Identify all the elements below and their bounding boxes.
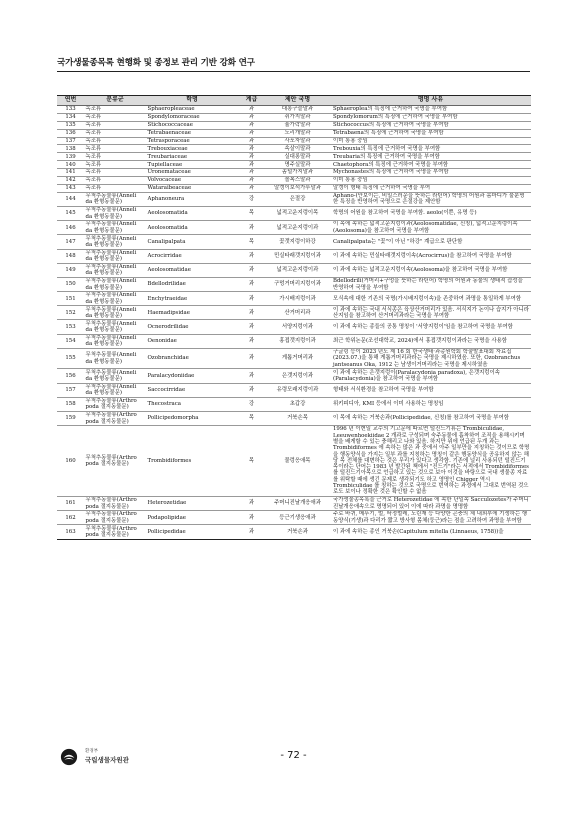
rank: 과 [238, 177, 265, 185]
row-number: 152 [57, 306, 84, 320]
rank: 과 [238, 511, 265, 525]
naming-reason: 형태와 서식환경을 참고하여 국명을 부여함 [330, 383, 531, 397]
header-rule [57, 71, 530, 72]
rank: 목 [238, 206, 265, 220]
table-row [57, 137, 531, 145]
table-row [57, 129, 531, 137]
column-header: 분류군 [84, 96, 146, 106]
proposed-korean-name: 초갑강 [265, 397, 330, 411]
rank: 과 [238, 320, 265, 334]
column-header: 학명 [146, 96, 238, 106]
rank: 과 [238, 113, 265, 121]
row-number: 159 [57, 411, 84, 425]
taxon-group: 무척추동물류(Arthro poda 절지동물문) [84, 426, 146, 497]
naming-reason: Spondylomorum의 특징에 근거하여 국명을 부여함 [330, 113, 531, 121]
scientific-name: Treubariaceae [146, 153, 238, 161]
proposed-korean-name: 등근기생응애과 [265, 511, 330, 525]
rank: 과 [238, 106, 265, 114]
table-row [57, 235, 531, 249]
taxon-group: 무척추동물류(Arthro poda 절지동물문) [84, 525, 146, 539]
naming-reason: 이 과에 속하는 종들의 공통 명칭이 '서양지렁이'임을 참고하여 국명을 부여함 [330, 320, 531, 334]
taxon-group: 무척추동물류(Anneli da 환형동물문) [84, 263, 146, 277]
row-number: 137 [57, 137, 84, 145]
scientific-name: Aeolosomatida [146, 221, 238, 235]
row-number: 139 [57, 153, 84, 161]
row-number: 156 [57, 369, 84, 383]
scientific-name: Pollicipedomorpha [146, 411, 238, 425]
scientific-name: Stichococcaceae [146, 121, 238, 129]
table-row [57, 161, 531, 169]
naming-reason: Aphano-(안보이는, 비밀스러운을 뜻하는 라틴어) 학명의 어원과 몸마디가 불분명한 특징을 반영하여 국명으로 은절강을 제안함 [330, 192, 531, 206]
table-row [57, 221, 531, 235]
taxon-group: 무척추동물류(Anneli da 환형동물문) [84, 334, 146, 348]
naming-reason: 구글링 등이 2023 년도 제 16 회 한국생태·과총원학회 학술발표대회 자료집(2023.07.)을 통해 게톱거머리과라는 국명을 제시하였음. 또한, Ozobranchus jantseanus Oka, 1912 는 남생이거머리라는 국명을 제시하였음 [330, 348, 531, 368]
table-row [57, 348, 531, 368]
rank: 과 [238, 184, 265, 192]
proposed-korean-name: 알갱이보석가루말과 [265, 184, 330, 192]
taxon-group: 녹조류 [84, 177, 146, 185]
naming-reason: Sphaeroplea의 특징에 근거하여 국명을 부여함 [330, 106, 531, 114]
rank: 과 [238, 249, 265, 263]
rank: 과 [238, 161, 265, 169]
naming-reason: 이미 통용 중임 [330, 137, 531, 145]
table-row [57, 426, 531, 497]
table-row [57, 334, 531, 348]
scientific-name: Podapolipidae [146, 511, 238, 525]
scientific-name: Bdellodrilidae [146, 277, 238, 291]
naming-reason: 학명의 어원을 참고하여 국명을 부여함. aeolo(이쁜, 유명 등) [330, 206, 531, 220]
rank: 과 [238, 306, 265, 320]
naming-reason: 이미 통용 중임 [330, 177, 531, 185]
scientific-name: Tupiellaceae [146, 161, 238, 169]
scientific-name: Heterozetidae [146, 496, 238, 510]
row-number: 141 [57, 169, 84, 177]
rank: 과 [238, 221, 265, 235]
table-row [57, 496, 531, 510]
naming-reason: 이 과에 속하는 넓적고운지렁이속(Aeolosoma)을 참고하여 국명을 부여함 [330, 263, 531, 277]
proposed-korean-name: 유령모래지렁이과 [265, 383, 330, 397]
row-number: 146 [57, 221, 84, 235]
scientific-name: Saccocirridae [146, 383, 238, 397]
proposed-korean-name: 게톱거머리과 [265, 348, 330, 368]
proposed-korean-name: 거북손과 [265, 525, 330, 539]
proposed-korean-name: 은절강 [265, 192, 330, 206]
proposed-korean-name: 명주실말과 [265, 161, 330, 169]
naming-reason: 주로 바퀴, 메뚜기, 벌, 딱정벌레, 노린재 등 다양한 곤충의 체 내외부에 기생하는 행동양식(기생)과 다리가 짧고 방사형 몸체(둥근)라는 점을 고려하여 과명을 부여함 [330, 511, 531, 525]
rank: 과 [238, 277, 265, 291]
table-row [57, 525, 531, 539]
proposed-korean-name: 홍접갯지렁이과 [265, 334, 330, 348]
taxon-group: 무척추동물류(Anneli da 환형동물문) [84, 292, 146, 306]
scientific-name: Enchytraeidae [146, 292, 238, 306]
taxon-group: 녹조류 [84, 145, 146, 153]
rank: 강 [238, 397, 265, 411]
table-row [57, 249, 531, 263]
table-row [57, 206, 531, 220]
row-number: 135 [57, 121, 84, 129]
proposed-korean-name: 서양지렁이과 [265, 320, 330, 334]
scientific-name: Tetrasporaceae [146, 137, 238, 145]
taxon-group: 무척추동물류(Arthro poda 절지동물문) [84, 411, 146, 425]
naming-reason: 이 과에 속하는 종인 거북손(Capitulum mitella (Linnaeus, 1758))을 [330, 525, 531, 539]
ministry-label: 환경부 [85, 749, 99, 754]
row-number: 134 [57, 113, 84, 121]
taxon-group: 무척추동물류(Anneli da 환형동물문) [84, 249, 146, 263]
table-row [57, 383, 531, 397]
proposed-korean-name: 넓적고운지렁이과 [265, 221, 330, 235]
scientific-name: Sphaeropleaceae [146, 106, 238, 114]
row-number: 151 [57, 292, 84, 306]
scientific-name: Trombidiformes [146, 426, 238, 497]
row-number: 143 [57, 184, 84, 192]
rank: 과 [238, 292, 265, 306]
table-row [57, 397, 531, 411]
table-row [57, 277, 531, 291]
taxon-group: 녹조류 [84, 169, 146, 177]
row-number: 163 [57, 525, 84, 539]
naming-reason: 1996 년 이현일 교수의 기고문에 따르면 털진드기류는 Trombiculidae, Leeuwenhoekiidae 2 개과로 구성되며 숙주동물에 흡착하여 조직을 용해시키며 별을 배게할 수 있는 충해리고 나와 있음. 하지만 위에 언급된 두개 과는 Trombidiformes 에 속하는 많은 과 중에서 아주 일부만을 지칭하는 것이므로 학명을 행동양식을 가지는 일부 과를 지칭하는 명칭이 같은 행동양식을 공유하지 않는 해당 목 전체를 대변하는 것은 무리가 있다고 생각함. 기존에 널리 사용되던 털진드기목이라는 단어는 1983 년 발간된 책에서 "진드기"라는 서적에서 Trombidiformes 를 털진드기아목으로 언급하고 있는 것으로 보아 이것을 바탕으로 국내 생물종 자료를 위탁할 때에 생긴 문제로 생각되기도 하고 영명인 Chigger 역시 Trombiculidae 를 칭하는 것으로 국명으로 번역하는 과정에서 그대로 번역된 것으로도 보이나 정확한 것은 확인할 수 없음 [330, 426, 531, 497]
page-header: 국가생물종목록 현행화 및 종정보 관리 기반 강화 연구 [57, 58, 255, 68]
taxon-group: 무척추동물류(Anneli da 환형동물문) [84, 306, 146, 320]
taxon-group: 녹조류 [84, 137, 146, 145]
proposed-korean-name: 볼복스말과 [265, 177, 330, 185]
table-row [57, 292, 531, 306]
table-row [57, 121, 531, 129]
rank: 과 [238, 153, 265, 161]
rank: 과 [238, 121, 265, 129]
proposed-korean-name: 넓적고운지렁이과 [265, 263, 330, 277]
proposed-korean-name: 민실타래갯지렁이과 [265, 249, 330, 263]
taxon-group: 무척추동물류(Anneli da 환형동물문) [84, 277, 146, 291]
naming-reason: 이 목에 속하는 거북손과(Pollicipedidae, 신칭)를 참고하여 국명을 부여함 [330, 411, 531, 425]
naming-reason: 이 과에 속하는 국내 서식종은 육상산거머리가 있음. 서식지가 논이나 습지가 아니라 산지임을 참고하여 산거머리과라는 국명을 부여함 [330, 306, 531, 320]
rank: 과 [238, 129, 265, 137]
page-number: - 72 - [280, 750, 307, 761]
rank: 과 [238, 145, 265, 153]
row-number: 158 [57, 397, 84, 411]
proposed-korean-name: 실대롱말과 [265, 153, 330, 161]
naming-reason: Stichococcus의 특징에 근거하여 국명을 부여함 [330, 121, 531, 129]
taxon-group: 무척추동물류(Anneli da 환형동물문) [84, 206, 146, 220]
rank: 목 [238, 235, 265, 249]
naming-reason: Bdellodrili(거머리+구멍을 뜻하는 라틴어) 학명의 어원과 동물의 생태적 습성을 반영하여 국명을 부여함 [330, 277, 531, 291]
row-number: 154 [57, 334, 84, 348]
row-number: 160 [57, 426, 84, 497]
proposed-korean-name: 사포자말과 [265, 137, 330, 145]
taxon-group: 무척추동물류(Arthro poda 절지동물문) [84, 397, 146, 411]
table-body [57, 106, 531, 540]
scientific-name: Trebouxiaceae [146, 145, 238, 153]
proposed-korean-name: 꽃갯지렁이하강 [265, 235, 330, 249]
proposed-korean-name: 대롱구슬말과 [265, 106, 330, 114]
table-row [57, 169, 531, 177]
scientific-name: Canalipalpata [146, 235, 238, 249]
proposed-korean-name: 가시배지렁이과 [265, 292, 330, 306]
table-row [57, 113, 531, 121]
row-number: 140 [57, 161, 84, 169]
row-number: 136 [57, 129, 84, 137]
taxon-group: 무척추동물류(Anneli da 환형동물문) [84, 221, 146, 235]
naming-reason: 위키피디아, KMI 등에서 이미 사용하는 명칭임 [330, 397, 531, 411]
scientific-name: Acrocirridae [146, 249, 238, 263]
row-number: 162 [57, 511, 84, 525]
proposed-korean-name: 주머니진날개응애과 [265, 496, 330, 510]
rank: 과 [238, 525, 265, 539]
row-number: 153 [57, 320, 84, 334]
taxon-group: 무척추동물류(Anneli da 환형동물문) [84, 383, 146, 397]
column-header: 명명 사유 [330, 96, 531, 106]
proposed-korean-name: 은갯지렁이과 [265, 369, 330, 383]
row-number: 148 [57, 249, 84, 263]
rank: 과 [238, 369, 265, 383]
taxon-group: 녹조류 [84, 153, 146, 161]
taxon-group: 녹조류 [84, 121, 146, 129]
naming-reason: 알갱이 형태 특징에 근거하여 국명을 부여 [330, 184, 531, 192]
table-row [57, 153, 531, 161]
scientific-name: Haemadipsidae [146, 306, 238, 320]
taxon-group: 무척추동물류(Arthro poda 절지동물문) [84, 511, 146, 525]
scientific-name: Thecostraca [146, 397, 238, 411]
taxon-group: 녹조류 [84, 161, 146, 169]
proposed-korean-name: 구멍거머리지렁이과 [265, 277, 330, 291]
naming-reason: Mychonastes의 특징에 근거하여 국명을 부여함 [330, 169, 531, 177]
naming-reason: Tetrabaena의 특징에 근거하여 국명을 부여함 [330, 129, 531, 137]
column-header: 제안 국명 [265, 96, 330, 106]
table-row [57, 145, 531, 153]
taxon-group: 무척추동물류(Arthro poda 절지동물문) [84, 496, 146, 510]
row-number: 147 [57, 235, 84, 249]
proposed-korean-name: 넓적고운지렁이목 [265, 206, 330, 220]
row-number: 133 [57, 106, 84, 114]
rank: 과 [238, 383, 265, 397]
table-row [57, 369, 531, 383]
scientific-name: Aphanoneura [146, 192, 238, 206]
taxon-group: 녹조류 [84, 184, 146, 192]
column-header: 계급 [238, 96, 265, 106]
scientific-name: Aeolosomatidae [146, 263, 238, 277]
row-number: 155 [57, 348, 84, 368]
table-row [57, 106, 531, 114]
row-number: 161 [57, 496, 84, 510]
proposed-korean-name: 쥐가지말과 [265, 113, 330, 121]
taxon-group: 녹조류 [84, 129, 146, 137]
taxon-group: 무척추동물류(Anneli da 환형동물문) [84, 192, 146, 206]
proposed-korean-name: 좀털가지말과 [265, 169, 330, 177]
naming-reason: 이 과에 속하는 민실타래갯지렁이속(Acrocirrus)을 참고하여 국명을 부여함 [330, 249, 531, 263]
rank: 강 [238, 192, 265, 206]
proposed-korean-name: 속살이말과 [265, 145, 330, 153]
rank: 과 [238, 348, 265, 368]
table-row [57, 511, 531, 525]
table-row [57, 177, 531, 185]
taxon-group: 무척추동물류(Anneli da 환형동물문) [84, 235, 146, 249]
column-header: 연번 [57, 96, 84, 106]
naming-reason: Canalipalpata는 "꽃"이 아닌 "하강" 계급으로 판단함 [330, 235, 531, 249]
scientific-name: Aeolosomatida [146, 206, 238, 220]
scientific-name: Ozobranchidae [146, 348, 238, 368]
rank: 과 [238, 137, 265, 145]
row-number: 138 [57, 145, 84, 153]
table-row [57, 263, 531, 277]
table-row [57, 306, 531, 320]
rank: 목 [238, 426, 265, 497]
naming-reason: 이 과에 속하는 은갯지렁이(Paralacydonia paradoxa), 은갯지렁이속(Paralacydonia)을 참고하여 국명을 부여함 [330, 369, 531, 383]
proposed-korean-name: 거북손목 [265, 411, 330, 425]
proposed-korean-name: 노리개말과 [265, 129, 330, 137]
naming-reason: Treubaria의 특징에 근거하여 국명을 부여함 [330, 153, 531, 161]
taxon-group: 녹조류 [84, 106, 146, 114]
rank: 과 [238, 496, 265, 510]
rank: 과 [238, 334, 265, 348]
naming-reason: 국가생물종목록을 근거로 Heterozetidae 에 속한 단일속 Sacculozetes가 주머니진날개응애속으로 명명되어 있어 이에 따라 과명을 명명함 [330, 496, 531, 510]
rank: 과 [238, 263, 265, 277]
naming-reason: Chaetophora의 특징에 근거하여 국명을 부여함 [330, 161, 531, 169]
scientific-name: Uronemataceae [146, 169, 238, 177]
row-number: 150 [57, 277, 84, 291]
row-number: 145 [57, 206, 84, 220]
table-header-row [57, 96, 531, 106]
institute-name: 국립생물자원관 [85, 756, 129, 764]
table-row [57, 411, 531, 425]
table-row [57, 192, 531, 206]
rank: 목 [238, 411, 265, 425]
row-number: 144 [57, 192, 84, 206]
naming-reason: 모식속에 대한 기존의 국명(가시배지렁이속)을 존중하여 과명을 통일하게 부여함 [330, 292, 531, 306]
naming-reason: Trebouxia의 특징에 근거하여 국명을 부여함 [330, 145, 531, 153]
table-row [57, 320, 531, 334]
proposed-korean-name: 율가락말과 [265, 121, 330, 129]
scientific-name: Volvocaceae [146, 177, 238, 185]
taxon-group: 녹조류 [84, 113, 146, 121]
scientific-name: Pollicipedidae [146, 525, 238, 539]
scientific-name: Oenonidae [146, 334, 238, 348]
taxon-group: 무척추동물류(Anneli da 환형동물문) [84, 348, 146, 368]
scientific-name: Tetrabaenaceae [146, 129, 238, 137]
scientific-name: Wataraibeaceae [146, 184, 238, 192]
proposed-korean-name: 물렁응애목 [265, 426, 330, 497]
table-row [57, 184, 531, 192]
row-number: 149 [57, 263, 84, 277]
row-number: 142 [57, 177, 84, 185]
naming-reason: 최근 학위논문(조선대학교, 2024)에서 홍접갯지렁이과라는 국명을 사용함 [330, 334, 531, 348]
proposed-korean-name: 산거머리과 [265, 306, 330, 320]
naming-reason: 이 목에 속하는 넓적고운지렁이과(Aeolosomatidae, 신칭), 넓적고운지렁이속(Aeolosoma)을 참고하여 국명을 부여함 [330, 221, 531, 235]
row-number: 157 [57, 383, 84, 397]
taxon-group: 무척추동물류(Anneli da 환형동물문) [84, 320, 146, 334]
naming-table [57, 95, 531, 540]
rank: 과 [238, 169, 265, 177]
taxon-group: 무척추동물류(Anneli da 환형동물문) [84, 369, 146, 383]
scientific-name: Ocnerodrilidae [146, 320, 238, 334]
scientific-name: Spondylomoraceae [146, 113, 238, 121]
scientific-name: Paralacydoniidae [146, 369, 238, 383]
